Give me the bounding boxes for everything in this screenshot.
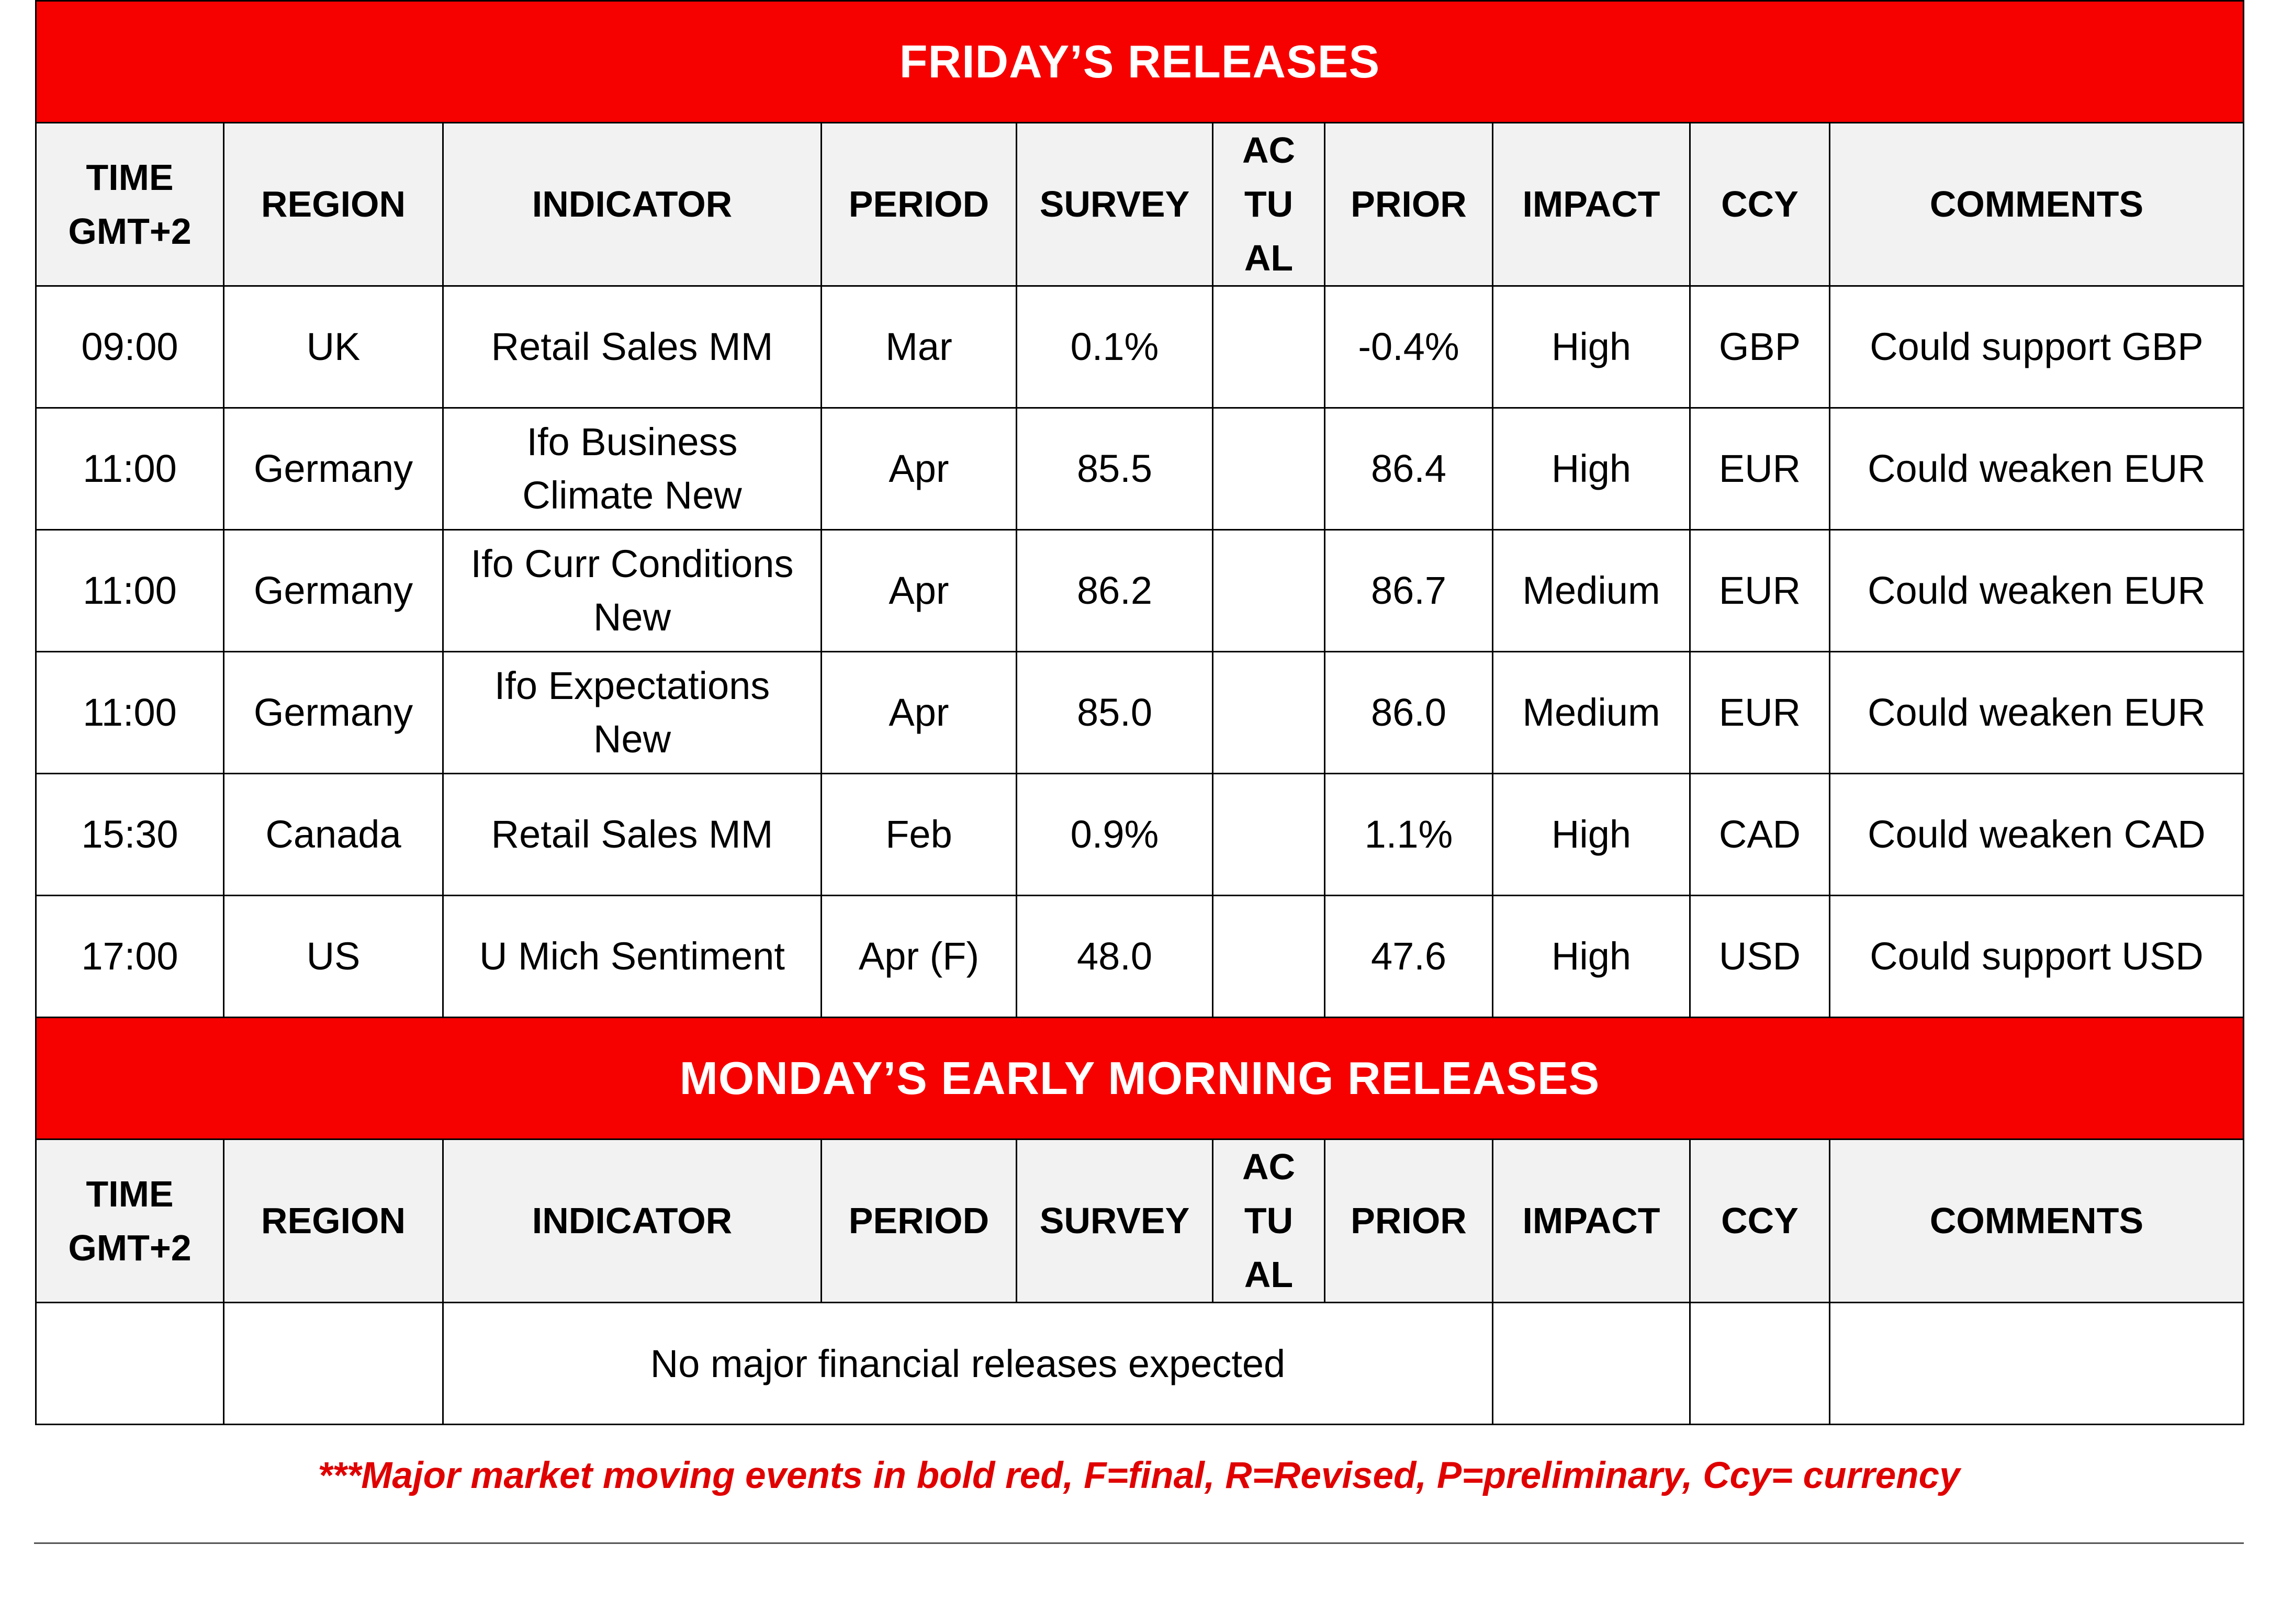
monday-section-title: MONDAY’S EARLY MORNING RELEASES xyxy=(36,1018,2244,1140)
cell-region: UK xyxy=(224,286,443,408)
cell-survey: 48.0 xyxy=(1017,896,1213,1018)
cell-period: Apr (F) xyxy=(822,896,1017,1018)
header-time-line-1: TIME xyxy=(86,156,174,198)
cell-indicator xyxy=(443,896,822,1018)
cell-actual xyxy=(1213,652,1325,774)
cell-indicator xyxy=(443,530,822,652)
cell-region: US xyxy=(224,896,443,1018)
cell-time: 09:00 xyxy=(36,286,224,408)
header-actual-line-2: TU xyxy=(1244,1200,1294,1241)
monday-header-row xyxy=(36,1140,2244,1303)
cell-comments: Could weaken EUR xyxy=(1830,652,2244,774)
indicator-line: New xyxy=(593,595,671,639)
table-row xyxy=(36,774,2244,896)
cell-time: 11:00 xyxy=(36,408,224,530)
cell-prior: 86.0 xyxy=(1325,652,1493,774)
header-actual-line-2: TU xyxy=(1244,184,1294,224)
cell-region: Germany xyxy=(224,530,443,652)
cell-comments xyxy=(1830,1303,2244,1425)
header-impact: IMPACT xyxy=(1493,1140,1690,1303)
cell-impact xyxy=(1493,1303,1690,1425)
header-actual-line-1: AC xyxy=(1242,1146,1296,1187)
cell-actual xyxy=(1213,530,1325,652)
table-row xyxy=(36,896,2244,1018)
cell-prior: 86.4 xyxy=(1325,408,1493,530)
cell-actual xyxy=(1213,286,1325,408)
indicator-line: Retail Sales MM xyxy=(491,325,773,368)
header-ccy: CCY xyxy=(1690,123,1830,286)
header-comments: COMMENTS xyxy=(1830,1140,2244,1303)
cell-period: Apr xyxy=(822,652,1017,774)
bottom-divider xyxy=(34,1542,2244,1544)
header-actual xyxy=(1213,1140,1325,1303)
header-period: PERIOD xyxy=(822,1140,1017,1303)
friday-banner-row xyxy=(36,1,2244,123)
cell-ccy: EUR xyxy=(1690,652,1830,774)
indicator-line: New xyxy=(593,717,671,761)
monday-banner-row xyxy=(36,1018,2244,1140)
indicator-line: Ifo Curr Conditions xyxy=(470,542,794,585)
friday-header-row xyxy=(36,123,2244,286)
header-impact: IMPACT xyxy=(1493,123,1690,286)
header-period: PERIOD xyxy=(822,123,1017,286)
table-row xyxy=(36,408,2244,530)
table-row xyxy=(36,652,2244,774)
indicator-line: Retail Sales MM xyxy=(491,813,773,856)
cell-prior: 47.6 xyxy=(1325,896,1493,1018)
cell-actual xyxy=(1213,408,1325,530)
header-time-line-2: GMT+2 xyxy=(68,210,192,252)
cell-impact: High xyxy=(1493,774,1690,896)
friday-rows xyxy=(36,286,2244,1018)
indicator-line: Ifo Business xyxy=(526,420,738,464)
table-row xyxy=(36,530,2244,652)
header-time-line-2: GMT+2 xyxy=(68,1227,192,1268)
cell-period: Apr xyxy=(822,408,1017,530)
header-time xyxy=(36,123,224,286)
header-actual-line-3: AL xyxy=(1244,238,1294,278)
cell-indicator xyxy=(443,774,822,896)
cell-time: 11:00 xyxy=(36,652,224,774)
cell-comments: Could weaken EUR xyxy=(1830,408,2244,530)
cell-indicator xyxy=(443,652,822,774)
header-ccy: CCY xyxy=(1690,1140,1830,1303)
header-indicator: INDICATOR xyxy=(443,123,822,286)
header-actual-line-3: AL xyxy=(1244,1254,1294,1295)
cell-period: Feb xyxy=(822,774,1017,896)
cell-prior: 86.7 xyxy=(1325,530,1493,652)
cell-period: Apr xyxy=(822,530,1017,652)
cell-survey: 86.2 xyxy=(1017,530,1213,652)
header-prior: PRIOR xyxy=(1325,123,1493,286)
cell-ccy: GBP xyxy=(1690,286,1830,408)
header-prior: PRIOR xyxy=(1325,1140,1493,1303)
cell-time: 11:00 xyxy=(36,530,224,652)
cell-time xyxy=(36,1303,224,1425)
cell-prior: 1.1% xyxy=(1325,774,1493,896)
cell-region: Germany xyxy=(224,652,443,774)
cell-comments: Could support GBP xyxy=(1830,286,2244,408)
indicator-line: U Mich Sentiment xyxy=(479,934,785,978)
header-survey: SURVEY xyxy=(1017,123,1213,286)
cell-survey: 0.9% xyxy=(1017,774,1213,896)
header-survey: SURVEY xyxy=(1017,1140,1213,1303)
cell-survey: 85.0 xyxy=(1017,652,1213,774)
header-indicator: INDICATOR xyxy=(443,1140,822,1303)
header-region: REGION xyxy=(224,1140,443,1303)
header-actual-line-1: AC xyxy=(1242,130,1296,171)
cell-ccy: USD xyxy=(1690,896,1830,1018)
indicator-line: Climate New xyxy=(522,473,742,517)
cell-impact: High xyxy=(1493,286,1690,408)
indicator-line: Ifo Expectations xyxy=(494,664,770,707)
cell-indicator xyxy=(443,286,822,408)
cell-survey: 85.5 xyxy=(1017,408,1213,530)
cell-region: Germany xyxy=(224,408,443,530)
header-time xyxy=(36,1140,224,1303)
header-comments: COMMENTS xyxy=(1830,123,2244,286)
no-releases-message: No major financial releases expected xyxy=(443,1303,1493,1425)
header-actual xyxy=(1213,123,1325,286)
cell-ccy: EUR xyxy=(1690,530,1830,652)
cell-ccy: CAD xyxy=(1690,774,1830,896)
header-time-line-1: TIME xyxy=(86,1173,174,1214)
header-region: REGION xyxy=(224,123,443,286)
cell-impact: Medium xyxy=(1493,530,1690,652)
cell-period: Mar xyxy=(822,286,1017,408)
cell-region xyxy=(224,1303,443,1425)
cell-actual xyxy=(1213,896,1325,1018)
cell-prior: -0.4% xyxy=(1325,286,1493,408)
cell-survey: 0.1% xyxy=(1017,286,1213,408)
cell-comments: Could weaken CAD xyxy=(1830,774,2244,896)
cell-impact: High xyxy=(1493,896,1690,1018)
cell-ccy: EUR xyxy=(1690,408,1830,530)
cell-region: Canada xyxy=(224,774,443,896)
cell-indicator xyxy=(443,408,822,530)
releases-table xyxy=(35,0,2244,1425)
cell-actual xyxy=(1213,774,1325,896)
cell-time: 15:30 xyxy=(36,774,224,896)
table-row xyxy=(36,286,2244,408)
cell-ccy xyxy=(1690,1303,1830,1425)
footnote: ***Major market moving events in bold red, F=final, R=Revised, P=preliminary, Ccy= currency xyxy=(318,1455,1960,1496)
cell-comments: Could weaken EUR xyxy=(1830,530,2244,652)
friday-section-title: FRIDAY’S RELEASES xyxy=(36,1,2244,123)
economic-calendar-page xyxy=(35,0,2243,1496)
cell-time: 17:00 xyxy=(36,896,224,1018)
cell-impact: Medium xyxy=(1493,652,1690,774)
cell-comments: Could support USD xyxy=(1830,896,2244,1018)
monday-empty-row xyxy=(36,1303,2244,1425)
cell-impact: High xyxy=(1493,408,1690,530)
